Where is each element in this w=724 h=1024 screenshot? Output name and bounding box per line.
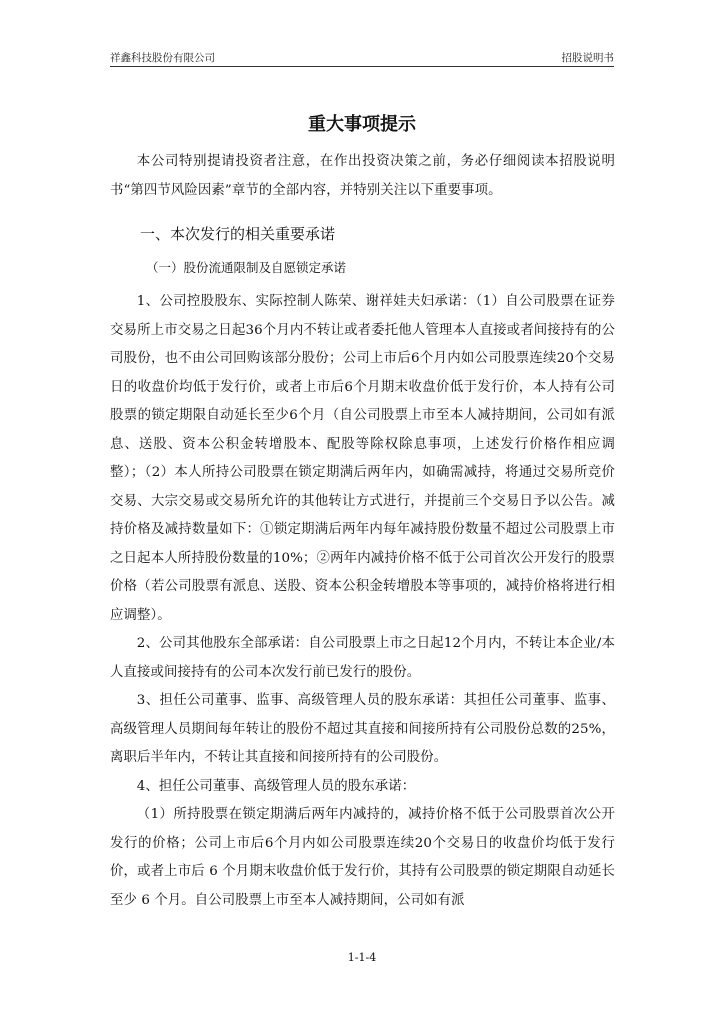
- paragraph-1: 1、公司控股股东、实际控制人陈荣、谢祥娃夫妇承诺：（1）自公司股票在证券交易所上市交易之日起36个月内不转让或者委托他人管理本人直接或者间接持有的公司股份，也不由公司回购该部分股份；公司上市后6个月内如公司股票连续20个交易日的收盘价均低于发行价，或者上市后6个月期末收盘价低于发行价，本人持有公司股票的锁定期限自动延长至少6个月（自公司股票上市至本人减持期间，公司如有派息、送股、资本公积金转增股本、配股等除权除息事项，上述发行价格作相应调整）；（2）本人所持公司股票在锁定期满后两年内，如确需减持，将通过交易所竞价交易、大宗交易或交易所允许的其他转让方式进行，并提前三个交易日予以公告。减持价格及减持数量如下：①锁定期满后两年内每年减持股份数量不超过公司股票上市之日起本人所持股份数量的10%；②两年内减持价格不低于公司首次公开发行的股票价格（若公司股票有派息、送股、资本公积金转增股本等事项的，减持价格将进行相应调整）。: [110, 294, 615, 623]
- page-header: [110, 48, 614, 67]
- paragraph-2: 2、公司其他股东全部承诺：自公司股票上市之日起12个月内，不转让本企业/本人直接或间接持有的公司本次发行前已发行的股份。: [110, 636, 615, 680]
- paragraph-5: （1）所持股票在锁定期满后两年内减持的，减持价格不低于公司股票首次公开发行的价格；公司上市后6个月内如公司股票连续20个交易日的收盘价均低于发行价，或者上市后 6 个月期末收盘价低于发行价，其持有公司股票的锁定期限自动延长至少 6 个月。自公司股票上市至本人减持期间，公司如有派: [110, 807, 615, 908]
- page-title: 重大事项提示: [308, 114, 416, 135]
- section-heading: 一、本次发行的相关重要承诺: [140, 225, 336, 243]
- header-doc-type: 招股说明书: [561, 52, 614, 64]
- header-company: 祥鑫科技股份有限公司: [110, 52, 215, 64]
- paragraph-3: 3、担任公司董事、监事、高级管理人员的股东承诺：其担任公司董事、监事、高级管理人员期间每年转让的股份不超过其直接和间接所持有公司股份总数的25%，离职后半年内，不转让其直接和间接所持有的公司股份。: [110, 693, 615, 765]
- page-number: 1-1-4: [347, 951, 377, 964]
- document-body: [110, 148, 615, 915]
- paragraph-4: 4、担任公司董事、高级管理人员的股东承诺：: [136, 778, 416, 794]
- subsection-heading: （一）股份流通限制及自愿锁定承诺: [146, 260, 347, 275]
- intro-paragraph: 本公司特别提请投资者注意，在作出投资决策之前，务必仔细阅读本招股说明书“第四节风险因素”章节的全部内容，并特别关注以下重要事项。: [110, 154, 615, 198]
